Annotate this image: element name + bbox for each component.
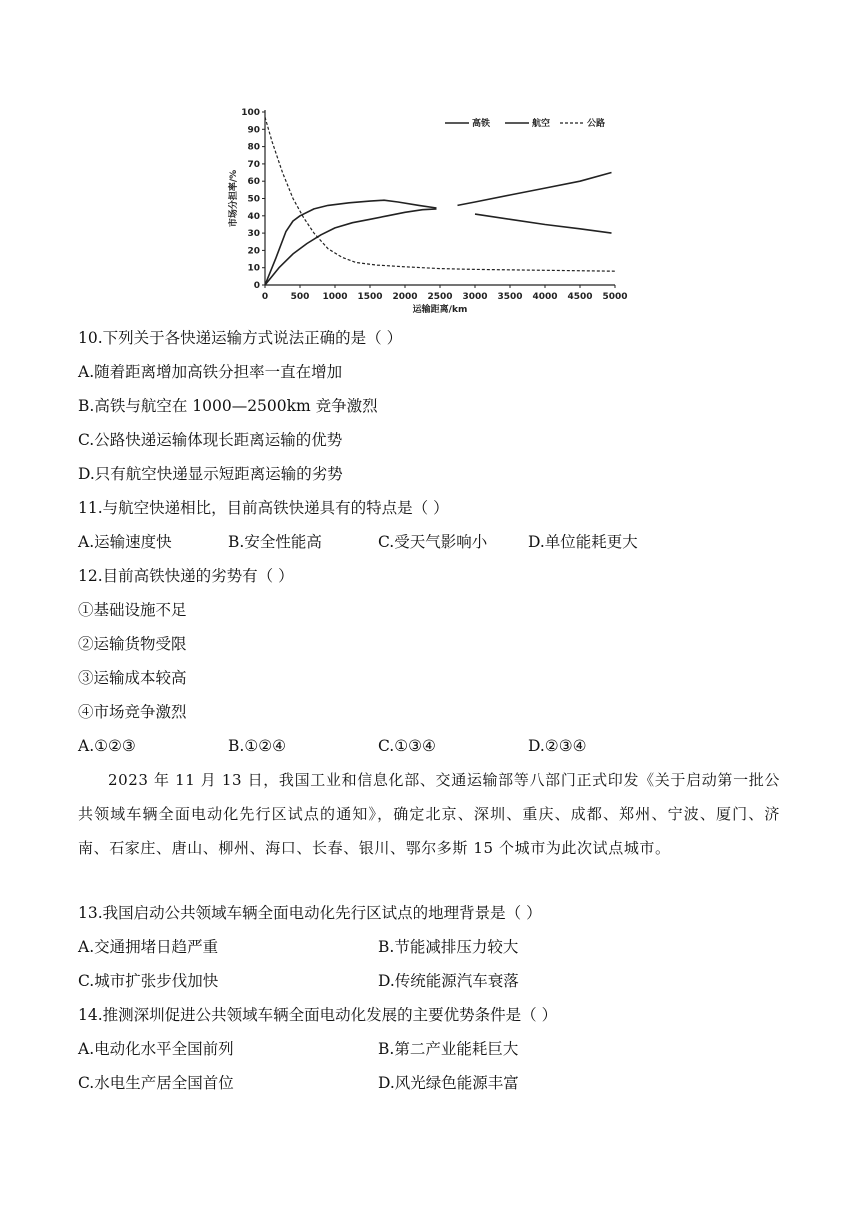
q13-option-a: A.交通拥堵日趋严重 [78,938,219,956]
x-tick-label: 500 [290,292,310,302]
q14-stem: 14.推测深圳促进公共领域车辆全面电动化发展的主要优势条件是（ ） [78,1006,558,1024]
q12-option-c: C.①③④ [378,737,436,755]
legend-label-1: 高铁 [472,119,491,129]
y-axis-label: 市场分担率/% [229,169,239,228]
q10-option-d: D.只有航空快递显示短距离运输的劣势 [78,465,343,483]
x-tick-label: 2500 [427,292,453,302]
q11-option-b: B.安全性能高 [228,533,322,551]
q12-item-3: ③运输成本较高 [78,669,187,687]
q10-stem: 10.下列关于各快递运输方式说法正确的是（ ） [78,329,403,347]
q11-option-a: A.运输速度快 [78,533,172,551]
q12-option-a: A.①②③ [78,737,136,755]
q12-option-b: B.①②④ [228,737,287,755]
y-tick-label: 60 [247,177,260,188]
x-axis-label: 运输距离/km [412,305,468,315]
y-tick-label: 10 [247,263,260,274]
series-line-3 [265,117,615,271]
x-tick-label: 2000 [392,292,418,302]
x-tick-label: 3000 [462,292,488,302]
q11-stem: 11.与航空快递相比，目前高铁快递具有的特点是（ ） [78,499,449,517]
y-tick-label: 20 [247,246,260,257]
q14-option-a: A.电动化水平全国前列 [78,1040,234,1058]
q14-option-d: D.风光绿色能源丰富 [378,1074,519,1092]
x-tick-label: 3500 [497,292,523,302]
x-tick-label: 4500 [567,292,593,302]
q13-option-c: C.城市扩张步伐加快 [78,972,219,990]
q13-option-b: B.节能减排压力较大 [378,938,519,956]
q10-option-c: C.公路快递运输体现长距离运输的优势 [78,431,343,449]
y-tick-label: 80 [247,142,260,153]
x-tick-label: 4000 [532,292,558,302]
x-tick-label: 5000 [602,292,628,302]
y-tick-label: 100 [241,108,260,118]
q12-stem: 12.目前高铁快递的劣势有（ ） [78,567,294,585]
y-tick-label: 90 [247,125,260,136]
q14-option-b: B.第二产业能耗巨大 [378,1040,519,1058]
q12-item-4: ④市场竞争激烈 [78,703,187,721]
y-tick-label: 40 [247,211,260,222]
q12-option-d: D.②③④ [528,737,587,755]
x-tick-label: 0 [261,292,269,302]
market-share-chart [220,100,640,320]
q12-item-1: ①基础设施不足 [78,601,187,619]
y-tick-label: 70 [247,159,260,170]
q11-option-c: C.受天气影响小 [378,533,488,551]
y-tick-label: 50 [247,194,260,205]
x-tick-label: 1500 [357,292,383,302]
y-tick-label: 30 [247,229,260,240]
series-line-2 [265,200,612,285]
q12-item-2: ②运输货物受限 [78,635,187,653]
legend-label-2: 航空 [532,119,551,129]
q14-option-c: C.水电生产居全国首位 [78,1074,234,1092]
q13-option-d: D.传统能源汽车衰落 [378,972,519,990]
q13-stem: 13.我国启动公共领域车辆全面电动化先行区试点的地理背景是（ ） [78,904,542,922]
legend-label-3: 公路 [587,119,606,129]
q11-option-d: D.单位能耗更大 [528,533,638,551]
y-tick-label: 0 [253,281,260,291]
reading-passage: 2023 年 11 月 13 日，我国工业和信息化部、交通运输部等八部门正式印发《关于启动第一批公共领域车辆全面电动化先行区试点的通知》，确定北京、深圳、重庆、成都、郑州、宁波、厦门、济南、石家庄、唐山、柳州、海口、长春、银川、鄂尔多斯 15 个城市为此次试点城市。 [78,771,780,857]
q10-option-a: A.随着距离增加高铁分担率一直在增加 [78,363,343,381]
q10-option-b: B.高铁与航空在 1000—2500km 竞争激烈 [78,397,378,415]
x-tick-label: 1000 [322,292,348,302]
chart-svg [220,100,640,320]
